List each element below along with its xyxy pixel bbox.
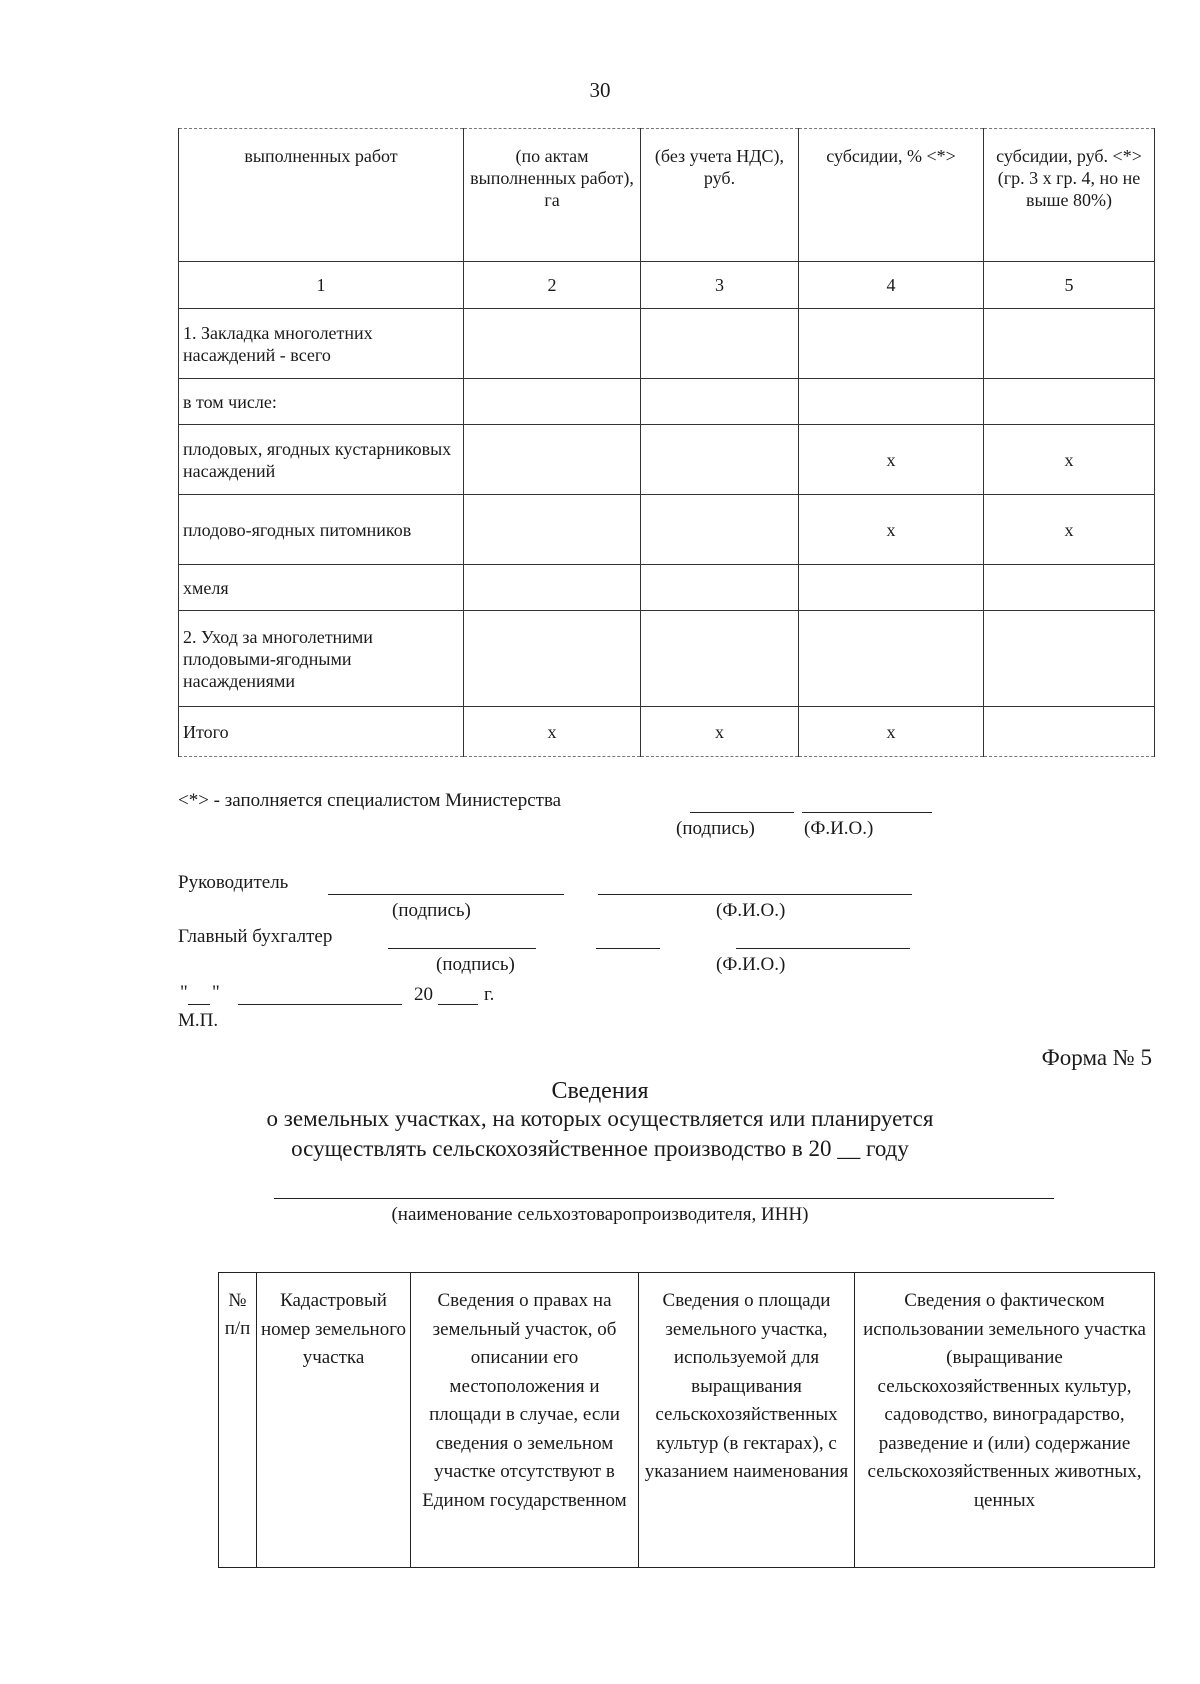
table-cell: [984, 565, 1155, 611]
producer-line: [274, 1198, 1054, 1199]
subsidy-header-4: субсидии, % <*>: [799, 129, 984, 262]
row-label: плодовых, ягодных кустарниковых насаждений: [179, 425, 464, 495]
table-cell: [464, 495, 641, 565]
table-cell: [799, 565, 984, 611]
date-quote-close: ": [212, 982, 220, 1003]
table-cell: x: [984, 425, 1155, 495]
row-label: хмеля: [179, 565, 464, 611]
date-year-prefix: 20: [414, 984, 433, 1005]
table-cell: [641, 309, 799, 379]
accountant-signature-caption: (подпись): [436, 954, 515, 975]
date-day-line: [188, 1004, 210, 1005]
subsidy-table: [178, 128, 1155, 757]
table-cell: [641, 495, 799, 565]
column-number: 2: [464, 262, 641, 309]
land-plots-header-row: [219, 1273, 1155, 1568]
land-plots-table: [218, 1272, 1155, 1568]
table-cell: [641, 379, 799, 425]
form-label: Форма № 5: [1041, 1045, 1152, 1070]
table-row: [179, 425, 1155, 495]
land-header-area: Сведения о площади земельного участка, используемой для выращивания сельскохозяйственных культур (в гектарах), с указанием наименования: [639, 1273, 855, 1568]
date-month-line: [238, 1004, 402, 1005]
row-label: 2. Уход за многолетними плодовыми-ягодными насаждениями: [179, 611, 464, 707]
table-cell: [641, 425, 799, 495]
subsidy-table-column-numbers: [179, 262, 1155, 309]
table-cell: [464, 611, 641, 707]
stamp-label: М.П.: [178, 1010, 219, 1031]
subsidy-header-3: (без учета НДС), руб.: [641, 129, 799, 262]
table-cell: [799, 309, 984, 379]
land-header-rights: Сведения о правах на земельный участок, об описании его местоположения и площади в случае, если сведения о земельном участке отсутствуют в Едином государственном: [411, 1273, 639, 1568]
table-cell: [641, 565, 799, 611]
column-number: 5: [984, 262, 1155, 309]
subsidy-table-header-row: [179, 129, 1155, 262]
subsidy-header-5: субсидии, руб. <*> (гр. 3 x гр. 4, но не выше 80%): [984, 129, 1155, 262]
table-cell: x: [464, 707, 641, 757]
date-year-line: [438, 1004, 478, 1005]
table-cell: x: [799, 707, 984, 757]
accountant-label: Главный бухгалтер: [178, 926, 333, 947]
page-number: 30: [589, 78, 611, 102]
table-row: [179, 495, 1155, 565]
fio-line: [802, 812, 932, 813]
table-cell: [464, 425, 641, 495]
subsidy-header-1: выполненных работ: [179, 129, 464, 262]
table-cell: x: [799, 495, 984, 565]
table-cell: [464, 379, 641, 425]
table-cell: x: [984, 495, 1155, 565]
signature-line: [690, 812, 794, 813]
table-cell: x: [641, 707, 799, 757]
date-quote-open: ": [180, 982, 188, 1003]
accountant-fio-line: [736, 948, 910, 949]
fio-caption: (Ф.И.О.): [804, 818, 874, 839]
subsidy-header-2: (по актам выполненных работ), га: [464, 129, 641, 262]
table-cell: [984, 611, 1155, 707]
table-cell: [641, 611, 799, 707]
accountant-line-mid: [596, 948, 660, 949]
land-header-number: № п/п: [219, 1273, 257, 1568]
form-subtitle-line-1: о земельных участках, на которых осуществляется или планируется: [266, 1106, 934, 1131]
table-row: [179, 379, 1155, 425]
row-label: плодово-ягодных питомников: [179, 495, 464, 565]
table-cell: [464, 309, 641, 379]
form-title: Сведения: [551, 1078, 649, 1104]
accountant-fio-caption: (Ф.И.О.): [716, 954, 786, 975]
table-row: [179, 611, 1155, 707]
table-cell: x: [799, 425, 984, 495]
column-number: 3: [641, 262, 799, 309]
producer-caption: (наименование сельхозтоваропроизводителя, ИНН): [391, 1204, 809, 1225]
land-header-cadastral: Кадастровый номер земельного участка: [257, 1273, 411, 1568]
row-label: Итого: [179, 707, 464, 757]
table-cell: [799, 611, 984, 707]
head-signature-caption: (подпись): [392, 900, 471, 921]
row-label: 1. Закладка многолетних насаждений - всего: [179, 309, 464, 379]
table-cell: [799, 379, 984, 425]
head-fio-line: [598, 894, 912, 895]
form-subtitle-line-2: осуществлять сельскохозяйственное производство в 20 __ году: [291, 1136, 909, 1161]
table-row: [179, 309, 1155, 379]
table-cell: [984, 707, 1155, 757]
land-header-usage: Сведения о фактическом использовании земельного участка (выращивание сельскохозяйственных культур, садоводство, виноградарство, разведение и (или) содержание сельскохозяйственных животных, ценных: [855, 1273, 1155, 1568]
table-cell: [984, 309, 1155, 379]
head-label: Руководитель: [178, 872, 289, 893]
date-year-suffix: г.: [484, 984, 495, 1005]
table-cell: [464, 565, 641, 611]
signature-caption: (подпись): [676, 818, 755, 839]
column-number: 1: [179, 262, 464, 309]
head-signature-line: [328, 894, 564, 895]
column-number: 4: [799, 262, 984, 309]
head-fio-caption: (Ф.И.О.): [716, 900, 786, 921]
row-label: в том числе:: [179, 379, 464, 425]
table-row: [179, 707, 1155, 757]
accountant-signature-line: [388, 948, 536, 949]
table-row: [179, 565, 1155, 611]
table-cell: [984, 379, 1155, 425]
footnote: <*> - заполняется специалистом Министерства: [178, 790, 562, 811]
